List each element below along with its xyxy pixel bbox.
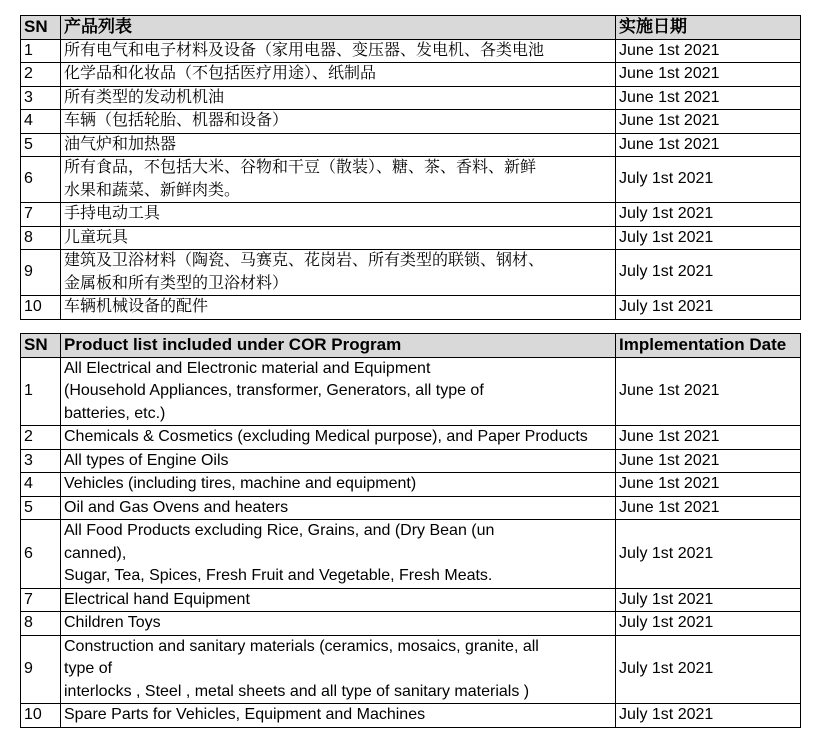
sn-cell: 1 [21,357,61,426]
date-cell: July 1st 2021 [616,296,801,320]
table-row [21,704,801,728]
date-cell: July 1st 2021 [616,157,801,203]
header-date: 实施日期 [616,16,801,40]
sn-cell: 2 [21,63,61,87]
sn-cell: 1 [21,39,61,63]
table-row [21,473,801,497]
table-row [21,426,801,450]
product-cell: 儿童玩具 [61,226,616,250]
date-cell: July 1st 2021 [616,635,801,704]
sn-cell: 6 [21,157,61,203]
sn-cell: 5 [21,496,61,520]
date-cell: July 1st 2021 [616,520,801,589]
table-row [21,449,801,473]
table-row [21,157,801,203]
date-cell: June 1st 2021 [616,426,801,450]
sn-cell: 7 [21,203,61,227]
table-row [21,296,801,320]
header-sn: SN [21,16,61,40]
product-cell: 所有类型的发动机机油 [61,86,616,110]
product-cell: Oil and Gas Ovens and heaters [61,496,616,520]
sn-cell: 10 [21,296,61,320]
date-cell: June 1st 2021 [616,496,801,520]
sn-cell: 3 [21,449,61,473]
table-row [21,63,801,87]
product-cell: 车辆机械设备的配件 [61,296,616,320]
sn-cell: 8 [21,612,61,636]
sn-cell: 7 [21,588,61,612]
product-cell: 车辆（包括轮胎、机器和设备） [61,110,616,134]
table-row [21,496,801,520]
header-date: Implementation Date [616,334,801,358]
date-cell: June 1st 2021 [616,357,801,426]
header-product: 产品列表 [61,16,616,40]
sn-cell: 6 [21,520,61,589]
product-cell: Vehicles (including tires, machine and equipment) [61,473,616,497]
date-cell: June 1st 2021 [616,39,801,63]
table-row [21,39,801,63]
table-row [21,612,801,636]
product-cell: Electrical hand Equipment [61,588,616,612]
product-cell: Children Toys [61,612,616,636]
chinese-product-table [20,15,801,320]
table-row [21,86,801,110]
table-row [21,110,801,134]
product-cell: All types of Engine Oils [61,449,616,473]
date-cell: June 1st 2021 [616,110,801,134]
table-row [21,520,801,589]
table-row [21,203,801,227]
product-cell: All Electrical and Electronic material and Equipment (Household Appliances, transformer, Generators, all type of batteries, etc.) [61,357,616,426]
date-cell: July 1st 2021 [616,203,801,227]
date-cell: July 1st 2021 [616,612,801,636]
sn-cell: 2 [21,426,61,450]
date-cell: June 1st 2021 [616,449,801,473]
product-cell: 所有食品，不包括大米、谷物和干豆（散装）、糖、茶、香料、新鲜 水果和蔬菜、新鲜肉类。 [61,157,616,203]
date-cell: July 1st 2021 [616,704,801,728]
date-cell: June 1st 2021 [616,63,801,87]
sn-cell: 5 [21,133,61,157]
sn-cell: 9 [21,250,61,296]
table-row [21,250,801,296]
sn-cell: 8 [21,226,61,250]
sn-cell: 10 [21,704,61,728]
product-cell: Construction and sanitary materials (ceramics, mosaics, granite, all type of interlocks , Steel , metal sheets and all type of sanitary materials ) [61,635,616,704]
sn-cell: 9 [21,635,61,704]
table-row [21,635,801,704]
sn-cell: 4 [21,473,61,497]
product-cell: Spare Parts for Vehicles, Equipment and Machines [61,704,616,728]
product-cell: 建筑及卫浴材料（陶瓷、马赛克、花岗岩、所有类型的联锁、钢材、 金属板和所有类型的卫浴材料） [61,250,616,296]
date-cell: June 1st 2021 [616,133,801,157]
sn-cell: 4 [21,110,61,134]
date-cell: June 1st 2021 [616,86,801,110]
product-cell: 油气炉和加热器 [61,133,616,157]
date-cell: July 1st 2021 [616,588,801,612]
header-row [21,16,801,40]
table-row [21,133,801,157]
product-cell: 所有电气和电子材料及设备（家用电器、变压器、发电机、各类电池 [61,39,616,63]
product-cell: All Food Products excluding Rice, Grains, and (Dry Bean (un canned), Sugar, Tea, Spices, Fresh Fruit and Vegetable, Fresh Meats. [61,520,616,589]
product-cell: Chemicals & Cosmetics (excluding Medical purpose), and Paper Products [61,426,616,450]
table-row [21,588,801,612]
table-row [21,226,801,250]
header-row [21,334,801,358]
sn-cell: 3 [21,86,61,110]
product-cell: 手持电动工具 [61,203,616,227]
date-cell: July 1st 2021 [616,250,801,296]
date-cell: July 1st 2021 [616,226,801,250]
english-product-table [20,333,801,728]
header-sn: SN [21,334,61,358]
table-row [21,357,801,426]
date-cell: June 1st 2021 [616,473,801,497]
product-cell: 化学品和化妆品（不包括医疗用途）、纸制品 [61,63,616,87]
header-product: Product list included under COR Program [61,334,616,358]
